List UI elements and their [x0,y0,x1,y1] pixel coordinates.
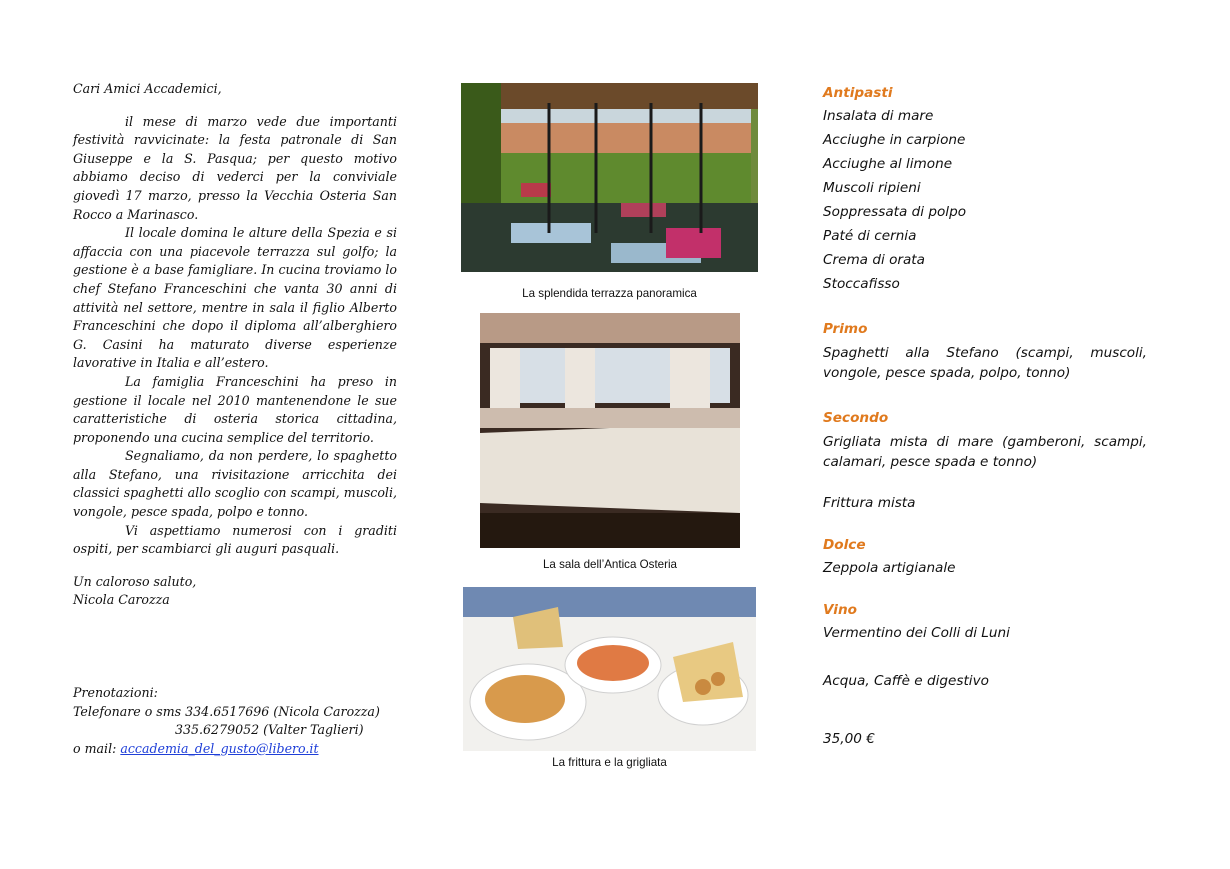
booking-mail-link[interactable]: accademia_del_gusto@libero.it [120,740,319,756]
menu-item: Acciughe al limone [823,156,953,172]
menu-item: Vermentino dei Colli di Luni [823,625,1010,641]
terrace-photo [461,83,758,272]
menu-item: Crema di orata [823,252,925,268]
menu-item: Stoccafisso [823,276,900,292]
letter-greeting: Cari Amici Accademici, [73,81,222,96]
menu-price: 35,00 € [823,731,875,747]
dining-room-photo [480,313,740,548]
menu-section-title: Vino [823,602,857,618]
photo-caption: La splendida terrazza panoramica [522,287,697,300]
menu-item: Muscoli ripieni [823,180,921,196]
photo-caption: La frittura e la grigliata [552,756,667,769]
photo-caption: La sala dell’Antica Osteria [542,558,678,571]
menu-section-title: Primo [823,321,868,337]
booking-phone-1: Telefonare o sms 334.6517696 (Nicola Carozza) [73,703,380,719]
menu-item: Spaghetti alla Stefano (scampi, muscoli, vongole, pesce spada, polpo, tonno) [823,345,1147,381]
menu-item: Grigliata mista di mare (gamberoni, scampi, calamari, pesce spada e tonno) [823,434,1147,470]
booking-info [73,684,403,758]
menu-item: Insalata di mare [823,108,934,124]
menu-item: Zeppola artigianale [823,560,956,576]
menu-item: Acciughe in carpione [823,132,966,148]
booking-mail-label: o mail: [73,740,121,756]
invitation-letter [73,80,397,610]
food-photo [463,587,756,751]
letter-signature: Nicola Carozza [73,592,170,608]
letter-paragraph: Il locale domina le alture della Spezia e si affaccia con una piacevole terrazza sul golfo; la gestione è a base famigliare. In cucina troviamo lo chef Stefano Franceschini che vanta 30 anni di attività nel settore, mentre in sala il figlio Alberto Franceschini che dopo il diploma all’alberghiero G. Casini ha maturato diverse esperienze lavorative in Italia e all’estero. [73,225,397,371]
booking-phone-2: 335.6279052 (Valter Taglieri) [175,722,364,738]
letter-paragraph: La famiglia Franceschini ha preso in gestione il locale nel 2010 mantenendone le sue caratteristiche di osteria storica cittadina, proponendo una cucina semplice del territorio. [73,373,397,445]
letter-paragraph: Vi aspettiamo numerosi con i graditi ospiti, per scambiarci gli auguri pasquali. [73,522,397,557]
menu-section-title: Dolce [823,537,866,553]
menu-section-title: Secondo [823,410,889,426]
menu-item: Paté di cernia [823,228,917,244]
menu-section-title: Antipasti [823,85,893,101]
menu-item: Frittura mista [823,495,916,511]
menu-extra: Acqua, Caffè e digestivo [823,673,989,689]
letter-paragraph: il mese di marzo vede due importanti festività ravvicinate: la festa patronale di San Giuseppe e la S. Pasqua; per questo motivo abbiamo deciso di vederci per la conviviale giovedì 17 marzo, presso la Vecchia Osteria San Rocco a Marinasco. [73,113,397,222]
menu-item: Soppressata di polpo [823,204,967,220]
booking-title: Prenotazioni: [73,685,158,700]
letter-closing: Un caloroso saluto, [73,573,197,589]
dinner-menu [823,82,1147,751]
letter-paragraph: Segnaliamo, da non perdere, lo spaghetto alla Stefano, una rivisitazione arricchita dei classici spaghetti allo scoglio con scampi, muscoli, vongole, pesce spada, polpo e tonno. [73,448,397,520]
booking-mail-line [73,740,403,759]
